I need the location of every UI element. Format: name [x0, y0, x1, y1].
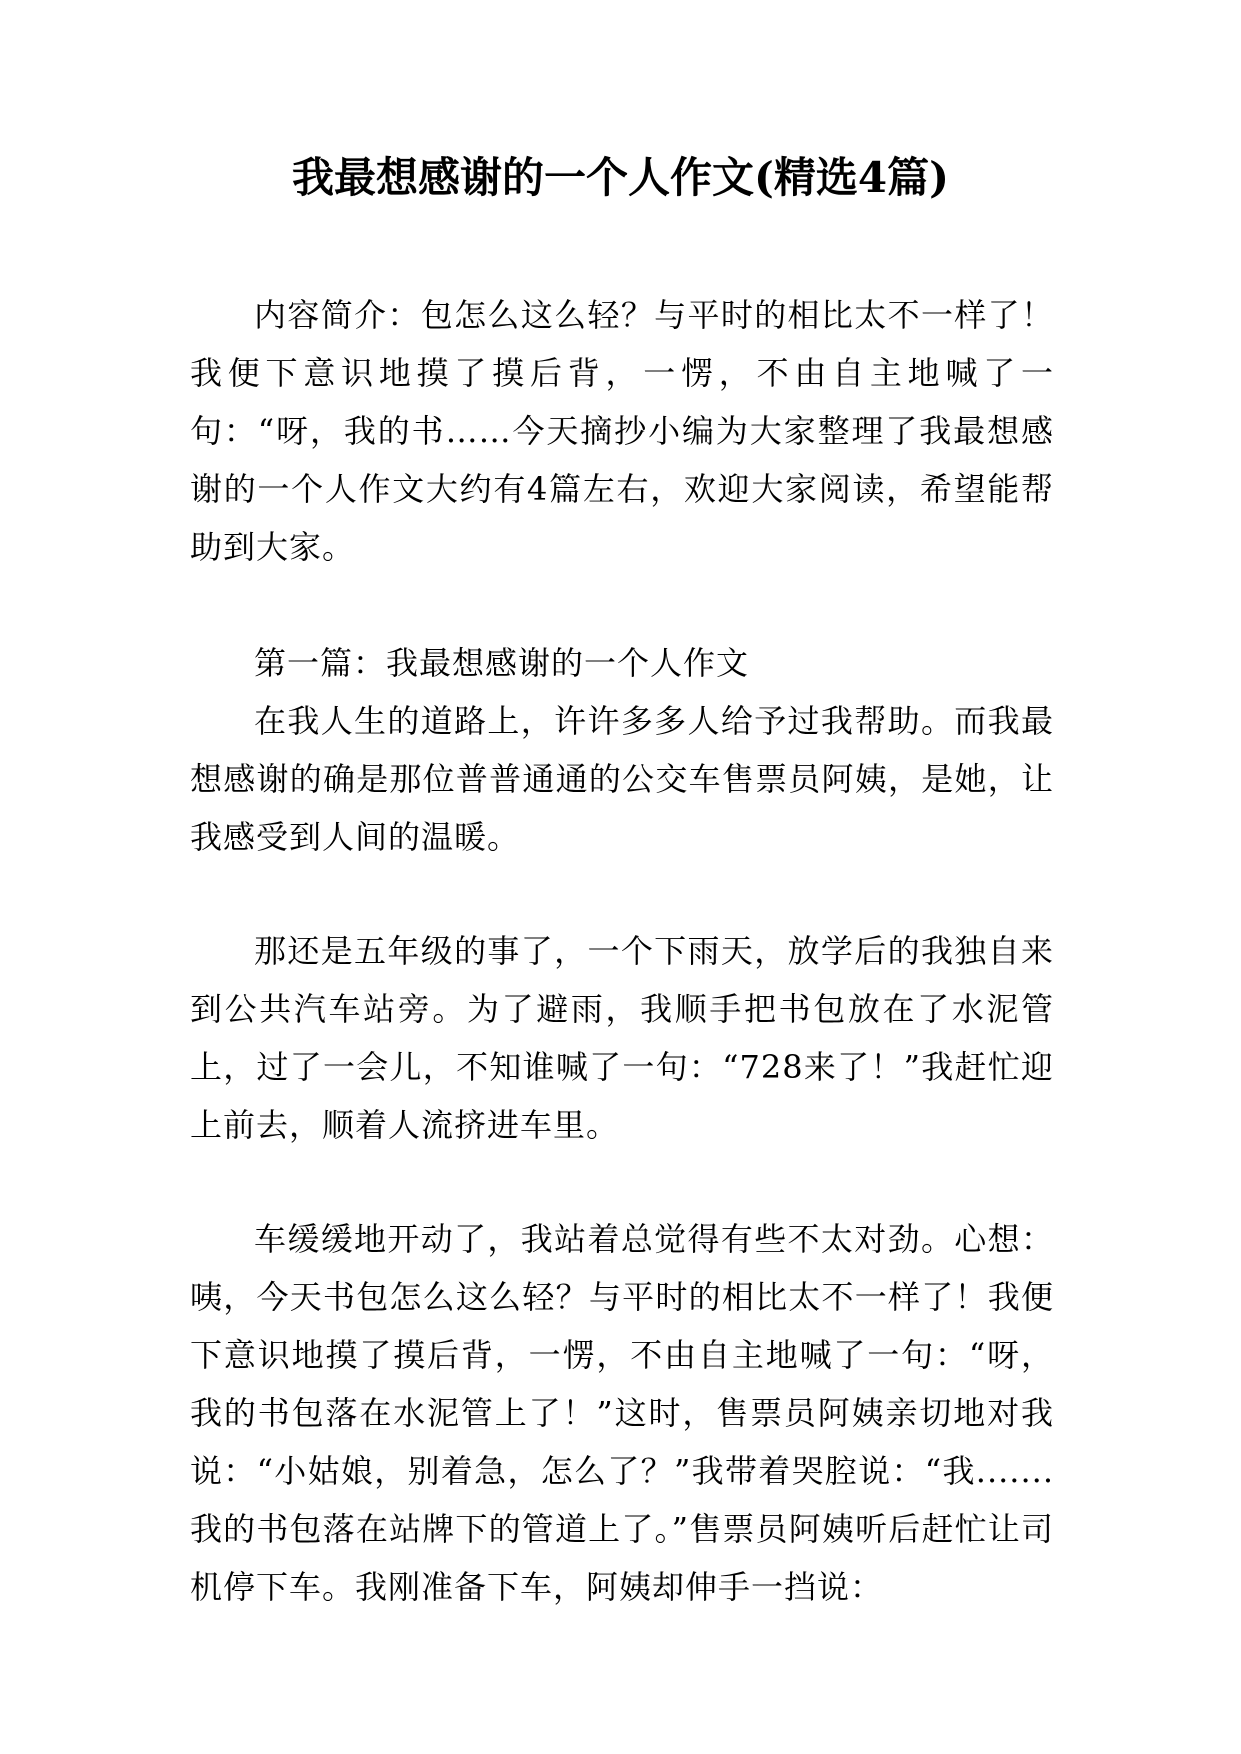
- summary-paragraph: 内容简介：包怎么这么轻？与平时的相比太不一样了！我便下意识地摸了摸后背，一愣，不由自主地喊了一句：“呀，我的书……今天摘抄小编为大家整理了我最想感谢的一个人作文大约有4篇左右，欢迎大家阅读，希望能帮助到大家。: [190, 296, 1054, 566]
- body-paragraph: 车缓缓地开动了，我站着总觉得有些不太对劲。心想：咦，今天书包怎么这么轻？与平时的相比太不一样了！我便下意识地摸了摸后背，一愣，不由自主地喊了一句：“呀，我的书包落在水泥管上了！”这时，售票员阿姨亲切地对我说：“小姑娘，别着急，怎么了？”我带着哭腔说：“我.......我的书包落在站牌下的管道上了。”售票员阿姨听后赶忙让司机停下车。我刚准备下车，阿姨却伸手一挡说：: [190, 1220, 1054, 1606]
- document-title: 我最想感谢的一个人作文(精选4篇): [292, 153, 949, 202]
- section-heading: 第一篇：我最想感谢的一个人作文: [254, 644, 750, 682]
- body-paragraph: 在我人生的道路上，许许多多人给予过我帮助。而我最想感谢的确是那位普普通通的公交车售票员阿姨，是她，让我感受到人间的温暖。: [190, 702, 1054, 856]
- body-paragraph: 那还是五年级的事了，一个下雨天，放学后的我独自来到公共汽车站旁。为了避雨，我顺手把书包放在了水泥管上，过了一会儿，不知谁喊了一句：“728来了！”我赶忙迎上前去，顺着人流挤进车里。: [190, 932, 1054, 1144]
- document-body: [190, 286, 1054, 1616]
